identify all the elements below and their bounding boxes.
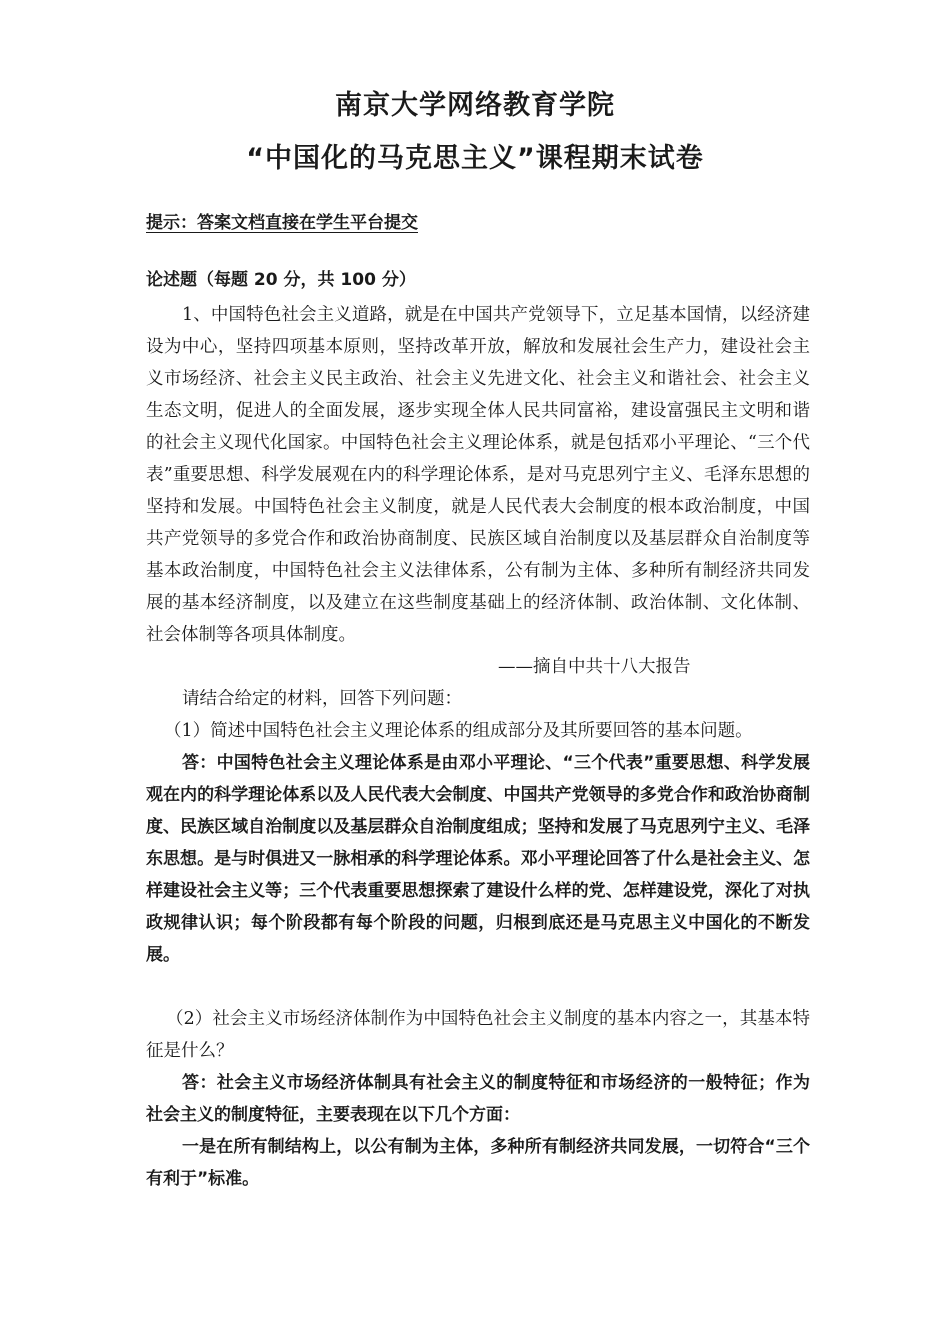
sub-question-1: （1）简述中国特色社会主义理论体系的组成部分及其所要回答的基本问题。 (164, 721, 753, 741)
material-source: ——摘自中共十八大报告 (498, 657, 691, 677)
section-title: 论述题（每题 20 分，共 100 分） (146, 270, 416, 290)
institution-title: 南京大学网络教育学院 (335, 90, 615, 121)
answer-2-point-1: 一是在所有制结构上，以公有制为主体，多种所有制经济共同发展，一切符合“三个有利于”标准。 (146, 1137, 810, 1189)
sub-question-2: （2）社会主义市场经济体制作为中国特色社会主义制度的基本内容之一，其基本特征是什么？ (146, 1009, 810, 1061)
answer-2: 答：社会主义市场经济体制具有社会主义的制度特征和市场经济的一般特征；作为社会主义的制度特征，主要表现在以下几个方面： (146, 1073, 810, 1125)
answer-1: 答：中国特色社会主义理论体系是由邓小平理论、“三个代表”重要思想、科学发展观在内的科学理论体系以及人民代表大会制度、中国共产党领导的多党合作和政治协商制度、民族区域自治制度以及基层群众自治制度组成；坚持和发展了马克思列宁主义、毛泽东思想。是与时俱进又一脉相承的科学理论体系。邓小平理论回答了什么是社会主义、怎样建设社会主义等；三个代表重要思想探索了建设什么样的党、怎样建设党，深化了对执政规律认识；每个阶段都有每个阶段的问题，归根到底还是马克思主义中国化的不断发展。 (146, 753, 810, 965)
submission-hint: 提示：答案文档直接在学生平台提交 (146, 213, 418, 233)
question-prompt: 请结合给定的材料，回答下列问题： (182, 689, 462, 709)
exam-title: “中国化的马克思主义”课程期末试卷 (246, 143, 704, 174)
question1-material: 1、中国特色社会主义道路，就是在中国共产党领导下，立足基本国情，以经济建设为中心，坚持四项基本原则，坚持改革开放，解放和发展社会生产力，建设社会主义市场经济、社会主义民主政治、社会主义先进文化、社会主义和谐社会、社会主义生态文明，促进人的全面发展，逐步实现全体人民共同富裕，建设富强民主文明和谐的社会主义现代化国家。中国特色社会主义理论体系，就是包括邓小平理论、“三个代表”重要思想、科学发展观在内的科学理论体系，是对马克思列宁主义、毛泽东思想的坚持和发展。中国特色社会主义制度，就是人民代表大会制度的根本政治制度，中国共产党领导的多党合作和政治协商制度、民族区域自治制度以及基层群众自治制度等基本政治制度，中国特色社会主义法律体系，公有制为主体、多种所有制经济共同发展的基本经济制度，以及建立在这些制度基础上的经济体制、政治体制、文化体制、社会体制等各项具体制度。 (146, 305, 810, 645)
